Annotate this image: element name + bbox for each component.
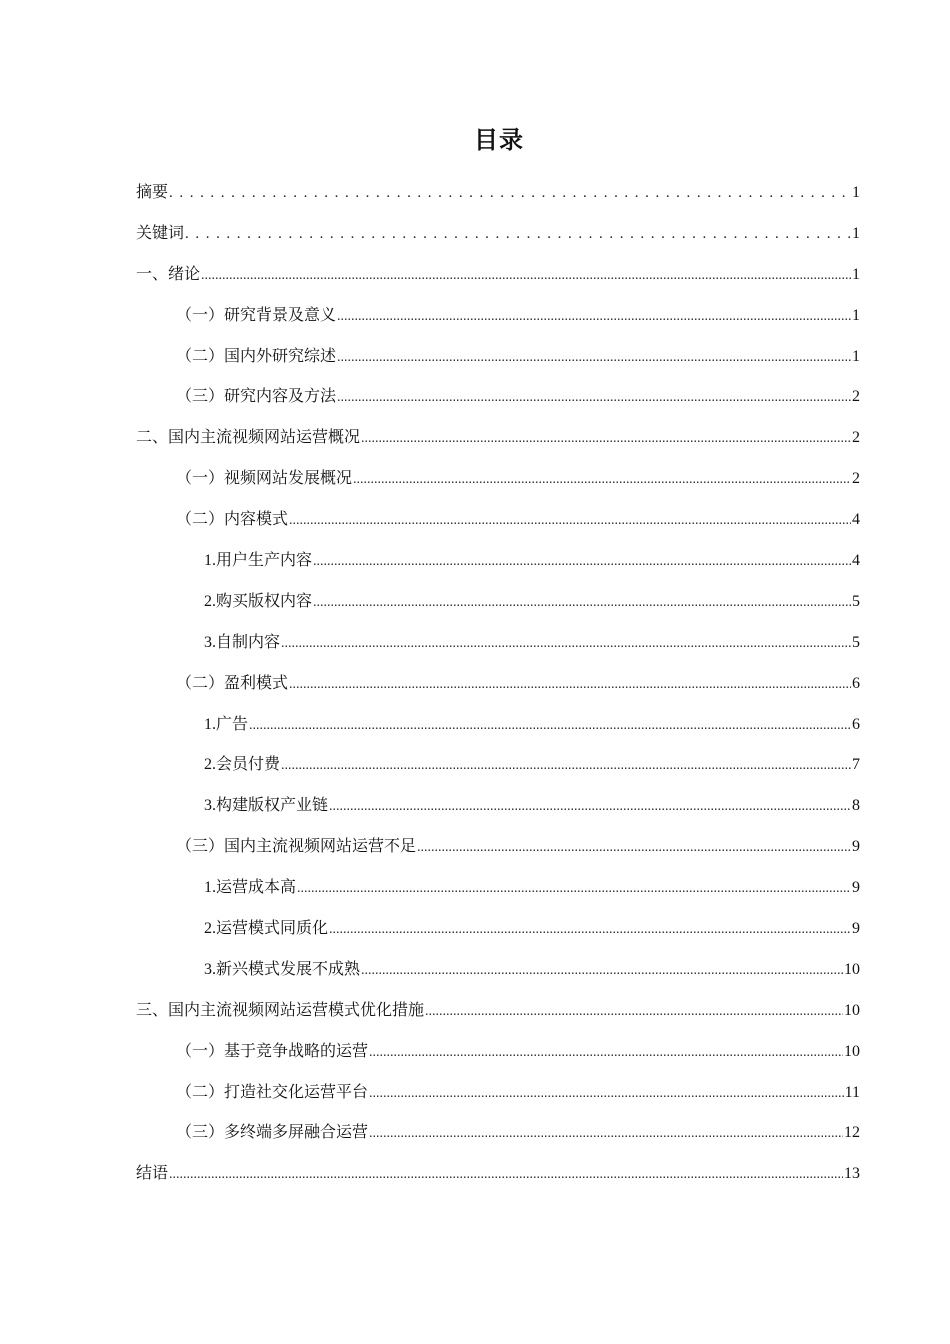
toc-dot-leader: [353, 460, 851, 501]
toc-page-number: 9: [852, 879, 860, 897]
toc-dot-leader: [289, 665, 851, 706]
toc-dot-leader: [337, 338, 851, 379]
toc-dot-leader: [337, 378, 851, 419]
toc-dot-leader: [361, 419, 851, 460]
toc-entry-label: 三、国内主流视频网站运营模式优化措施: [136, 1001, 425, 1019]
toc-page-number: 1: [852, 347, 860, 365]
toc-page-number: 5: [852, 592, 860, 610]
toc-page-number: 8: [852, 797, 860, 815]
toc-entry-label: 2.购买版权内容: [204, 592, 313, 610]
toc-dot-leader: [337, 297, 851, 338]
toc-entry[interactable]: [136, 868, 860, 909]
toc-entry-label: （二）国内外研究综述: [176, 347, 337, 365]
toc-entry-label: 一、绪论: [136, 265, 201, 283]
toc-page-number: 12: [844, 1124, 860, 1142]
toc-dot-leader: [329, 787, 851, 828]
toc-entry[interactable]: [136, 745, 860, 786]
toc-entry[interactable]: [136, 214, 860, 255]
toc-entry-label: 2.会员付费: [204, 756, 281, 774]
toc-page-number: 1: [852, 224, 860, 242]
toc-page-number: 9: [852, 920, 860, 938]
toc-dot-leader: [313, 542, 851, 583]
toc-entry-label: （二）打造社交化运营平台: [176, 1083, 369, 1101]
toc-page-number: 6: [852, 674, 860, 692]
toc-entry[interactable]: [136, 705, 860, 746]
toc-entry[interactable]: [136, 1032, 860, 1073]
toc-page-number: 10: [844, 1042, 860, 1060]
toc-entry-label: （三）研究内容及方法: [176, 388, 337, 406]
toc-entry[interactable]: [136, 500, 860, 541]
toc-page-number: 1: [852, 306, 860, 324]
toc-entry-label: 结语: [136, 1165, 169, 1183]
toc-entry-label: 1.广告: [204, 715, 249, 733]
toc-entry[interactable]: [136, 991, 860, 1032]
toc-entry-label: 3.自制内容: [204, 633, 281, 651]
toc-page-number: 2: [852, 470, 860, 488]
toc-entry[interactable]: [136, 255, 860, 296]
toc-entry[interactable]: [136, 1113, 860, 1154]
toc-entry[interactable]: [136, 296, 860, 337]
toc-entry-label: （三）国内主流视频网站运营不足: [176, 838, 417, 856]
toc-dot-leader: [369, 1033, 843, 1074]
toc-page-number: 2: [852, 429, 860, 447]
toc-entry[interactable]: [136, 950, 860, 991]
toc-page-number: 1: [852, 265, 860, 283]
toc-entry[interactable]: [136, 827, 860, 868]
toc-page-number: 2: [852, 388, 860, 406]
toc-entry[interactable]: [136, 418, 860, 459]
toc-page-number: 4: [852, 511, 860, 529]
page-title: 目录: [474, 126, 524, 154]
toc-entry-label: 关键词: [136, 224, 185, 242]
toc-page-number: 5: [852, 633, 860, 651]
toc-entry-label: （一）视频网站发展概况: [176, 470, 353, 488]
toc-dot-leader: [169, 173, 851, 214]
toc-dot-leader: [425, 992, 843, 1033]
toc-entry-label: 3.新兴模式发展不成熟: [204, 960, 361, 978]
toc-dot-leader: [169, 1155, 843, 1196]
toc-entry-label: （二）内容模式: [176, 511, 289, 529]
toc-entry-label: （二）盈利模式: [176, 674, 289, 692]
table-of-contents: [136, 173, 860, 1195]
toc-entry[interactable]: [136, 173, 860, 214]
toc-entry-label: 1.运营成本高: [204, 879, 297, 897]
toc-entry-label: （一）研究背景及意义: [176, 306, 337, 324]
toc-page-number: 10: [844, 960, 860, 978]
toc-entry-label: 二、国内主流视频网站运营概况: [136, 429, 361, 447]
toc-page-number: 10: [844, 1001, 860, 1019]
toc-dot-leader: [201, 256, 851, 297]
toc-entry[interactable]: [136, 1154, 860, 1195]
toc-dot-leader: [329, 910, 851, 951]
toc-entry[interactable]: [136, 786, 860, 827]
toc-dot-leader: [185, 214, 851, 255]
toc-entry-label: （一）基于竞争战略的运营: [176, 1042, 369, 1060]
toc-entry-label: 摘要: [136, 184, 169, 201]
toc-dot-leader: [369, 1074, 844, 1115]
toc-dot-leader: [281, 746, 851, 787]
toc-entry[interactable]: [136, 623, 860, 664]
toc-page-number: 7: [852, 756, 860, 774]
toc-page-number: 11: [844, 1083, 860, 1101]
toc-entry[interactable]: [136, 909, 860, 950]
toc-entry[interactable]: [136, 377, 860, 418]
toc-page-number: 13: [844, 1165, 860, 1183]
toc-entry[interactable]: [136, 459, 860, 500]
toc-dot-leader: [297, 869, 851, 910]
toc-entry-label: 2.运营模式同质化: [204, 920, 329, 938]
toc-dot-leader: [289, 501, 851, 542]
toc-entry[interactable]: [136, 582, 860, 623]
toc-entry[interactable]: [136, 1073, 860, 1114]
toc-dot-leader: [313, 583, 851, 624]
toc-page-number: 6: [852, 715, 860, 733]
toc-page-number: 1: [852, 184, 860, 201]
toc-entry[interactable]: [136, 337, 860, 378]
toc-entry-label: 3.构建版权产业链: [204, 797, 329, 815]
toc-entry-label: （三）多终端多屏融合运营: [176, 1124, 369, 1142]
toc-dot-leader: [417, 828, 851, 869]
toc-dot-leader: [249, 706, 851, 747]
toc-page-number: 9: [852, 838, 860, 856]
toc-dot-leader: [369, 1114, 843, 1155]
toc-dot-leader: [281, 624, 851, 665]
toc-entry[interactable]: [136, 541, 860, 582]
toc-dot-leader: [361, 951, 843, 992]
toc-entry-label: 1.用户生产内容: [204, 552, 313, 570]
toc-page-number: 4: [852, 552, 860, 570]
toc-entry[interactable]: [136, 664, 860, 705]
